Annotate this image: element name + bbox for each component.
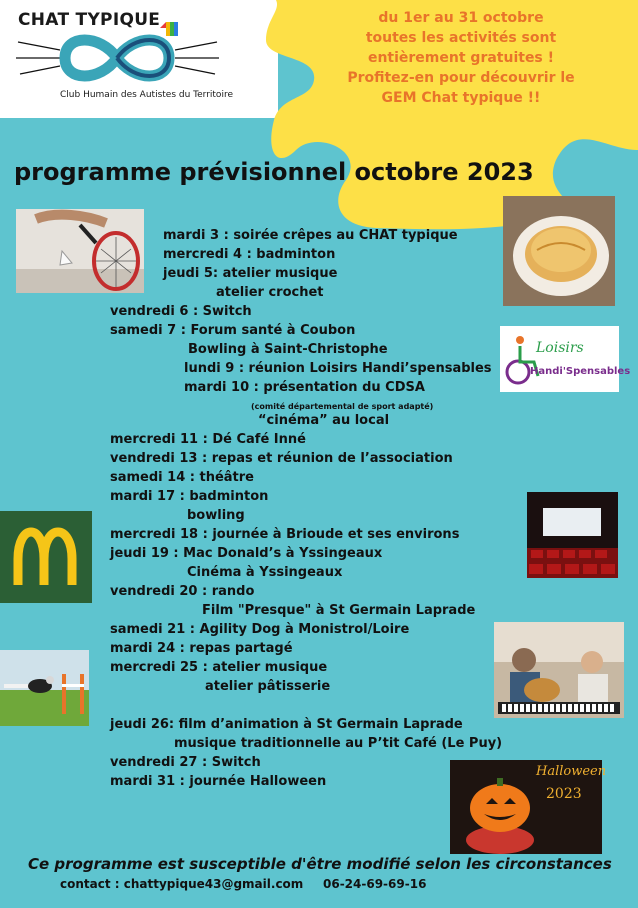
halloween-image: [450, 760, 607, 854]
logo-title: CHAT TYPIQUE: [18, 10, 161, 30]
loisirs-logo-line2: Handi'Spensables: [530, 366, 631, 377]
schedule-line: mardi 10 : présentation du CDSA: [184, 380, 425, 395]
schedule-line: mercredi 18 : journée à Brioude et ses environs: [110, 527, 460, 542]
schedule-line: samedi 21 : Agility Dog à Monistrol/Loire: [110, 622, 410, 637]
schedule-line: jeudi 26: film d’animation à St Germain Laprade: [110, 717, 463, 732]
music-workshop-photo: [494, 622, 624, 718]
promo-line: toutes les activités sont: [365, 30, 557, 46]
schedule-line: vendredi 20 : rando: [110, 584, 255, 599]
schedule-line: lundi 9 : réunion Loisirs Handi’spensables: [184, 361, 492, 376]
schedule-line: jeudi 5: atelier musique: [163, 266, 338, 281]
schedule-line: vendredi 6 : Switch: [110, 304, 252, 319]
promo-text: [316, 8, 606, 108]
logo-subtitle: Club Humain des Autistes du Territoire: [60, 90, 233, 100]
schedule-line: vendredi 27 : Switch: [110, 755, 261, 770]
schedule-line: mardi 31 : journée Halloween: [110, 774, 327, 789]
golden-arches-icon: [14, 529, 78, 585]
schedule-line: samedi 14 : théâtre: [110, 470, 255, 485]
promo-line: GEM Chat typique !!: [381, 90, 541, 106]
footer-phone: 06-24-69-69-16: [323, 877, 427, 891]
schedule-line: mercredi 11 : Dé Café Inné: [110, 432, 306, 447]
badminton-photo: [16, 209, 144, 293]
schedule-line: mardi 24 : repas partagé: [110, 641, 293, 656]
halloween-title: Halloween: [536, 764, 607, 779]
schedule-line: mardi 3 : soirée crêpes au CHAT typique: [163, 228, 458, 243]
promo-line: du 1er au 31 octobre: [378, 10, 544, 26]
footer-disclaimer: Ce programme est susceptible d'être modifié selon les circonstances: [28, 855, 612, 873]
halloween-year: 2023: [546, 786, 582, 802]
cat-infinity-logo-icon: [10, 20, 225, 90]
loisirs-logo-line1: Loisirs: [536, 340, 584, 356]
schedule-line: bowling: [187, 508, 245, 523]
schedule-line: vendredi 13 : repas et réunion de l’association: [110, 451, 453, 466]
cinema-photo: [527, 492, 618, 578]
footer-contact-email: contact : chattypique43@gmail.com: [60, 877, 304, 891]
schedule-line: mercredi 4 : badminton: [163, 247, 336, 262]
schedule-line: Cinéma à Yssingeaux: [187, 565, 343, 580]
loisirs-handispensables-logo: [500, 326, 631, 392]
schedule-line: mardi 17 : badminton: [110, 489, 269, 504]
mcdonalds-logo: [0, 511, 92, 603]
schedule-line: atelier crochet: [216, 285, 324, 300]
schedule-line: Bowling à Saint-Christophe: [188, 342, 388, 357]
schedule-line: atelier pâtisserie: [205, 679, 331, 694]
schedule-line: “cinéma” au local: [258, 413, 390, 428]
crepes-photo: [503, 196, 615, 306]
page-title: programme prévisionnel octobre 2023: [14, 158, 534, 186]
promo-line: Profitez-en pour découvrir le: [347, 70, 575, 86]
schedule-note: (comité départemental de sport adapté): [251, 402, 434, 411]
schedule-line: samedi 7 : Forum santé à Coubon: [110, 323, 356, 338]
pumpkin-icon: [460, 766, 540, 852]
agility-dog-photo: [0, 650, 89, 726]
schedule-line: musique traditionnelle au P’tit Café (Le Puy): [174, 736, 503, 751]
promo-line: entièrement gratuites !: [367, 50, 555, 66]
schedule-line: mercredi 25 : atelier musique: [110, 660, 328, 675]
schedule-line: Film "Presque" à St Germain Laprade: [202, 603, 476, 618]
schedule-line: jeudi 19 : Mac Donald’s à Yssingeaux: [110, 546, 383, 561]
